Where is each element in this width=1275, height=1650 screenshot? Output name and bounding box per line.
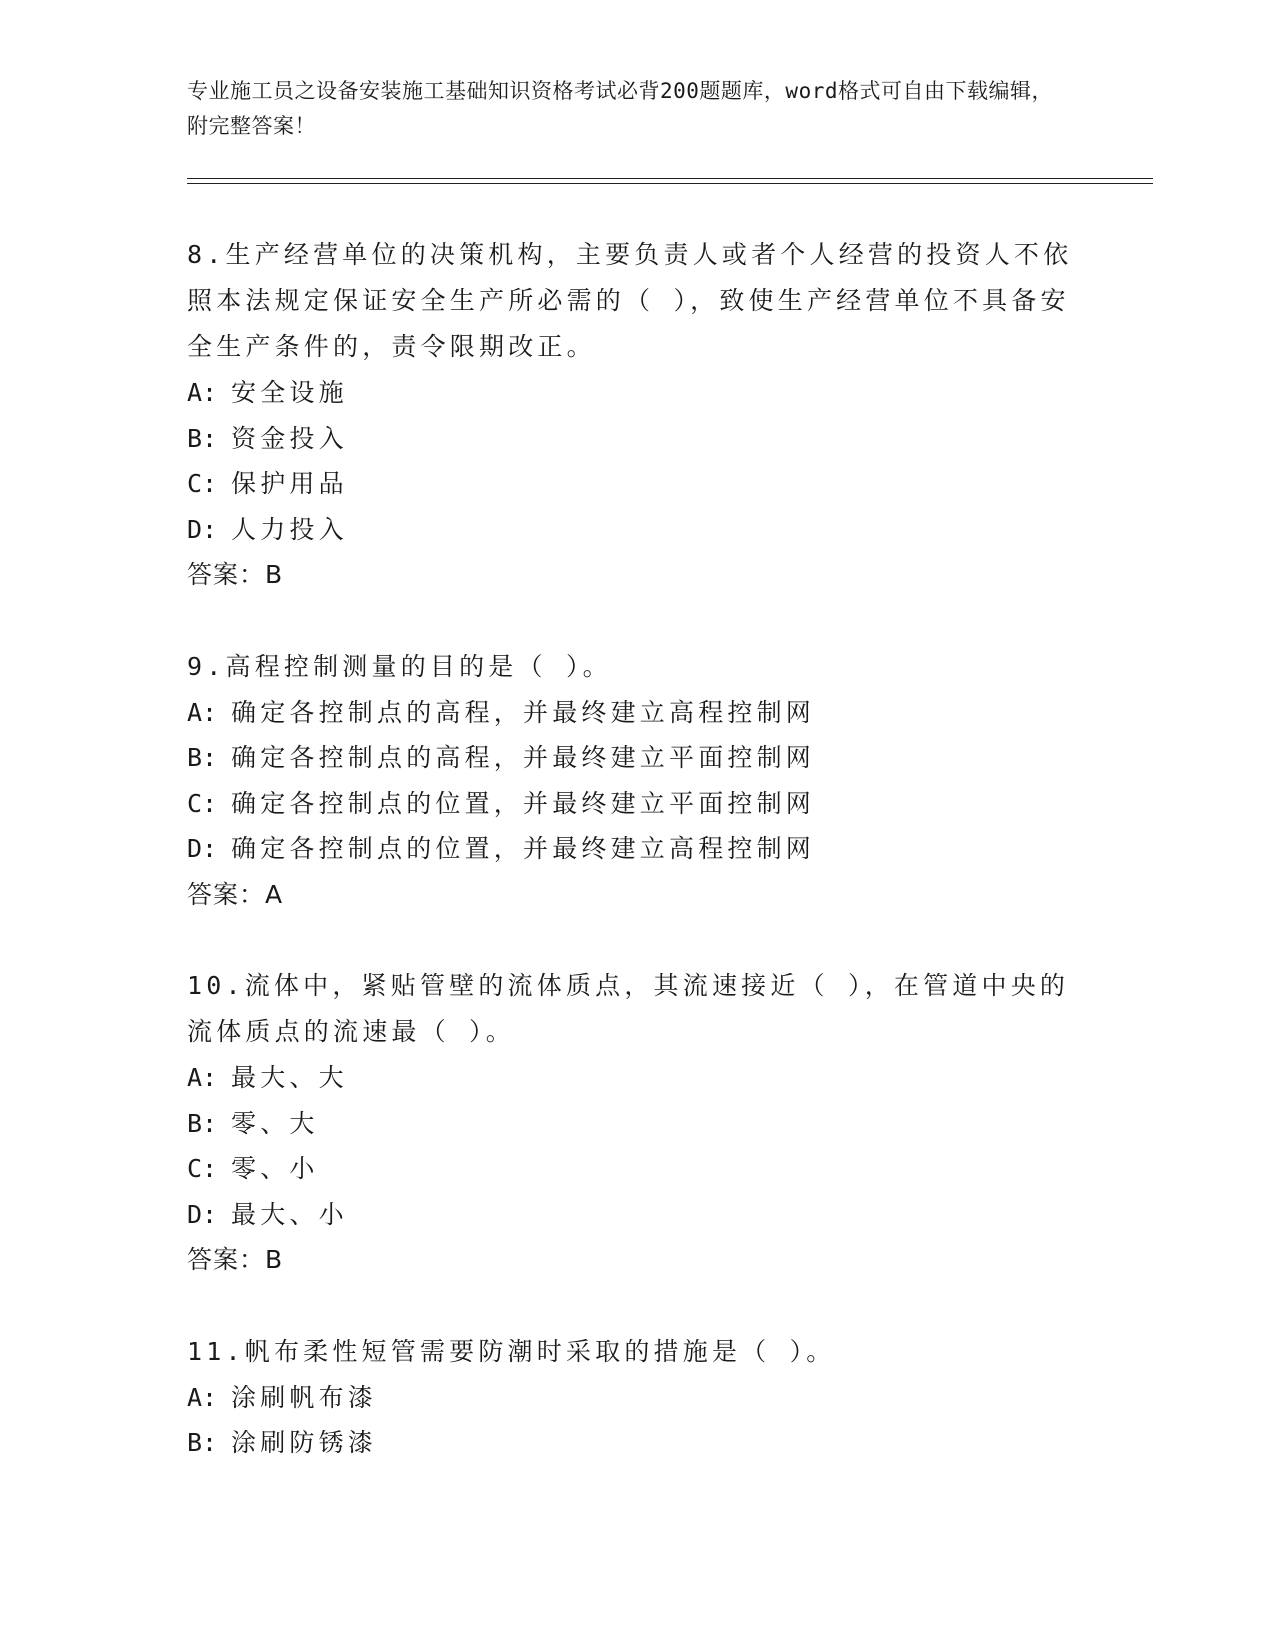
option-text: 最大、大 [231,1063,348,1092]
option-key: A: [187,1382,218,1412]
option-text: 确定各控制点的位置，并最终建立平面控制网 [231,788,816,818]
option-key: D: [187,834,218,863]
header-rule-bottom [187,183,1153,184]
header-rule-top [187,178,1153,179]
answer-line: 答案：B [187,560,284,589]
option-key: B: [187,423,218,453]
option-key: A: [187,378,218,407]
option-d [187,1192,1087,1238]
option-text: 确定各控制点的位置，并最终建立高程控制网 [231,834,816,863]
question-11 [187,1329,1087,1466]
option-a [187,370,1087,416]
option-key: A: [187,697,218,727]
option-b [187,416,1087,462]
question-stem: 9.高程控制测量的目的是（ ）。 [187,651,612,681]
option-a [187,1375,1087,1421]
option-text: 零、大 [231,1108,319,1138]
option-d [187,507,1087,553]
document-header: 专业施工员之设备安装施工基础知识资格考试必背200题题库，word格式可自由下载编辑，附完整答案！ [187,79,1053,138]
option-c [187,1146,1087,1192]
option-key: B: [187,1108,218,1138]
question-10 [187,963,1087,1283]
option-a [187,1055,1087,1101]
option-text: 最大、小 [231,1199,348,1229]
question-list [187,232,1087,1512]
question-stem: 10.流体中，紧贴管壁的流体质点，其流速接近（ ），在管道中央的流体质点的流速最（ ）。 [187,971,1070,1046]
option-a [187,690,1087,736]
question-stem: 11.帆布柔性短管需要防潮时采取的措施是（ ）。 [187,1336,836,1366]
option-text: 安全设施 [231,378,348,407]
option-key: C: [187,788,218,818]
option-text: 确定各控制点的高程，并最终建立高程控制网 [231,697,816,727]
option-c [187,461,1087,507]
option-key: B: [187,743,218,772]
option-key: D: [187,514,218,544]
option-c [187,781,1087,827]
option-d [187,826,1087,872]
option-key: C: [187,469,218,498]
option-key: B: [187,1428,218,1457]
option-text: 涂刷帆布漆 [231,1382,378,1412]
question-8 [187,232,1087,598]
option-text: 零、小 [231,1154,319,1183]
option-text: 涂刷防锈漆 [231,1428,378,1457]
option-text: 资金投入 [231,423,348,453]
answer-line: 答案：B [187,1245,284,1274]
option-key: A: [187,1063,218,1092]
option-text: 人力投入 [231,514,348,544]
option-text: 确定各控制点的高程，并最终建立平面控制网 [231,743,816,772]
question-9 [187,644,1087,918]
option-b [187,1101,1087,1147]
option-key: C: [187,1154,218,1183]
option-key: D: [187,1199,218,1229]
answer-line: 答案：A [187,879,284,909]
option-b [187,1420,1087,1466]
question-stem: 8.生产经营单位的决策机构，主要负责人或者个人经营的投资人不依照本法规定保证安全生产所必需的（ ），致使生产经营单位不具备安全生产条件的，责令限期改正。 [187,240,1073,361]
option-b [187,735,1087,781]
option-text: 保护用品 [231,469,348,498]
